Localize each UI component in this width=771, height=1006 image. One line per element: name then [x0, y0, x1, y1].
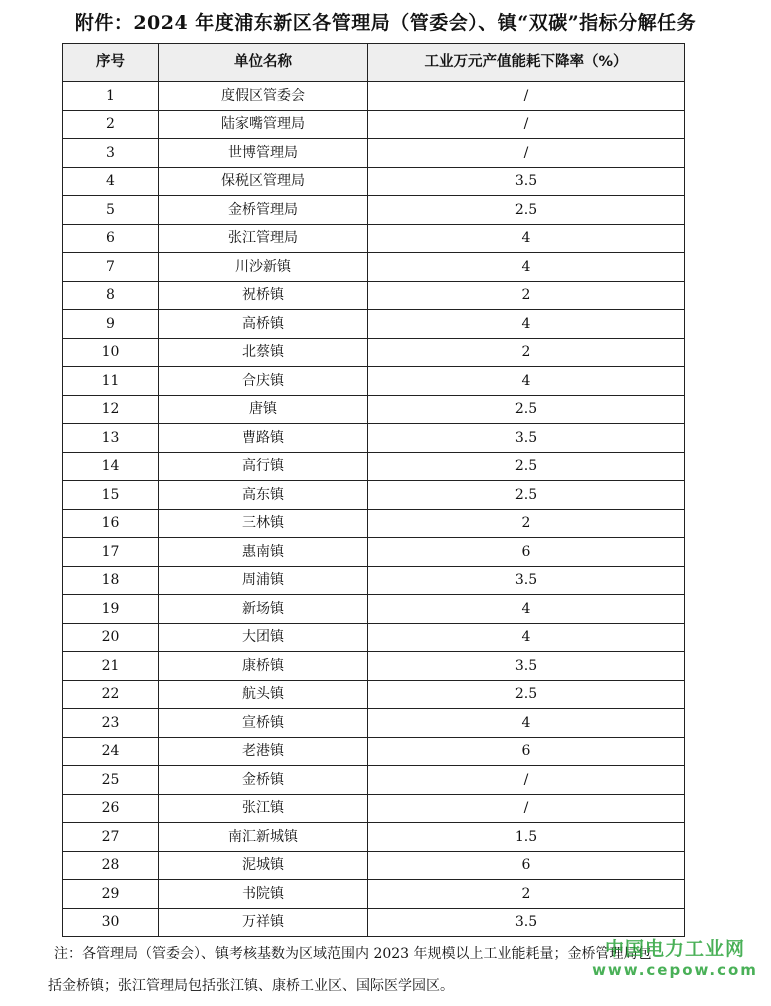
table-row	[63, 737, 685, 766]
cell-unit-name: 金桥镇	[159, 766, 368, 795]
table-row	[63, 82, 685, 111]
cell-unit-name: 保税区管理局	[159, 167, 368, 196]
cell-index: 23	[63, 709, 159, 738]
cell-index: 11	[63, 367, 159, 396]
cell-reduction-rate: 6	[368, 538, 685, 567]
cell-index: 25	[63, 766, 159, 795]
cell-index: 6	[63, 224, 159, 253]
cell-unit-name: 合庆镇	[159, 367, 368, 396]
cell-reduction-rate: 2.5	[368, 395, 685, 424]
cell-index: 19	[63, 595, 159, 624]
watermark-site-url: www.cepow.com	[592, 961, 758, 979]
cell-reduction-rate: 2	[368, 509, 685, 538]
cell-unit-name: 大团镇	[159, 623, 368, 652]
cell-reduction-rate: 4	[368, 224, 685, 253]
indicator-table	[62, 43, 685, 937]
cell-reduction-rate: 2	[368, 338, 685, 367]
footnote-line-1: 注：各管理局（管委会）、镇考核基数为区域范围内 2023 年规模以上工业能耗量；金桥管理局包	[54, 946, 652, 962]
cell-unit-name: 周浦镇	[159, 566, 368, 595]
cell-unit-name: 祝桥镇	[159, 281, 368, 310]
cell-unit-name: 唐镇	[159, 395, 368, 424]
cell-index: 5	[63, 196, 159, 225]
cell-reduction-rate: 2	[368, 281, 685, 310]
cell-index: 28	[63, 851, 159, 880]
cell-reduction-rate: 2	[368, 880, 685, 909]
table-row	[63, 680, 685, 709]
cell-unit-name: 世博管理局	[159, 139, 368, 168]
table-row	[63, 794, 685, 823]
table-row	[63, 538, 685, 567]
cell-index: 14	[63, 452, 159, 481]
cell-reduction-rate: 3.5	[368, 652, 685, 681]
cell-unit-name: 万祥镇	[159, 908, 368, 937]
cell-unit-name: 航头镇	[159, 680, 368, 709]
cell-reduction-rate: 3.5	[368, 167, 685, 196]
table-row	[63, 196, 685, 225]
table-row	[63, 823, 685, 852]
cell-index: 30	[63, 908, 159, 937]
cell-unit-name: 书院镇	[159, 880, 368, 909]
cell-reduction-rate: 2.5	[368, 680, 685, 709]
cell-unit-name: 高桥镇	[159, 310, 368, 339]
table-row	[63, 709, 685, 738]
cell-reduction-rate: 3.5	[368, 908, 685, 937]
table-row	[63, 566, 685, 595]
cell-unit-name: 金桥管理局	[159, 196, 368, 225]
cell-reduction-rate: 4	[368, 595, 685, 624]
cell-reduction-rate: /	[368, 110, 685, 139]
cell-unit-name: 三林镇	[159, 509, 368, 538]
cell-reduction-rate: 2.5	[368, 452, 685, 481]
cell-unit-name: 川沙新镇	[159, 253, 368, 282]
cell-unit-name: 康桥镇	[159, 652, 368, 681]
cell-index: 2	[63, 110, 159, 139]
table-header	[63, 44, 685, 82]
cell-unit-name: 惠南镇	[159, 538, 368, 567]
table-row	[63, 367, 685, 396]
cell-index: 1	[63, 82, 159, 111]
column-header-energy-reduction-rate: 工业万元产值能耗下降率（%）	[368, 44, 685, 82]
cell-index: 12	[63, 395, 159, 424]
cell-reduction-rate: 4	[368, 709, 685, 738]
cell-index: 18	[63, 566, 159, 595]
cell-index: 9	[63, 310, 159, 339]
cell-unit-name: 新场镇	[159, 595, 368, 624]
cell-reduction-rate: /	[368, 766, 685, 795]
cell-index: 4	[63, 167, 159, 196]
cell-unit-name: 陆家嘴管理局	[159, 110, 368, 139]
cell-unit-name: 宣桥镇	[159, 709, 368, 738]
table-row	[63, 110, 685, 139]
table-row	[63, 509, 685, 538]
table-row	[63, 481, 685, 510]
table-row	[63, 652, 685, 681]
cell-unit-name: 老港镇	[159, 737, 368, 766]
cell-unit-name: 高东镇	[159, 481, 368, 510]
table-row	[63, 452, 685, 481]
cell-index: 21	[63, 652, 159, 681]
table-row	[63, 224, 685, 253]
cell-index: 24	[63, 737, 159, 766]
cell-reduction-rate: 4	[368, 623, 685, 652]
cell-index: 20	[63, 623, 159, 652]
cell-reduction-rate: 4	[368, 253, 685, 282]
table-row	[63, 139, 685, 168]
cell-reduction-rate: 2.5	[368, 196, 685, 225]
cell-unit-name: 度假区管委会	[159, 82, 368, 111]
cell-reduction-rate: /	[368, 794, 685, 823]
cell-index: 8	[63, 281, 159, 310]
cell-reduction-rate: /	[368, 139, 685, 168]
table-row	[63, 623, 685, 652]
cell-index: 29	[63, 880, 159, 909]
cell-unit-name: 张江管理局	[159, 224, 368, 253]
cell-reduction-rate: /	[368, 82, 685, 111]
cell-index: 13	[63, 424, 159, 453]
cell-index: 27	[63, 823, 159, 852]
cell-index: 10	[63, 338, 159, 367]
cell-index: 15	[63, 481, 159, 510]
table-header-row	[63, 44, 685, 82]
table-row	[63, 281, 685, 310]
cell-unit-name: 北蔡镇	[159, 338, 368, 367]
footnote-line-2: 括金桥镇；张江管理局包括张江镇、康桥工业区、国际医学园区。	[48, 978, 454, 994]
cell-unit-name: 张江镇	[159, 794, 368, 823]
cell-unit-name: 高行镇	[159, 452, 368, 481]
cell-reduction-rate: 4	[368, 310, 685, 339]
cell-index: 17	[63, 538, 159, 567]
cell-index: 26	[63, 794, 159, 823]
watermark-site-name: 中国电力工业网	[604, 938, 745, 960]
table-body	[63, 82, 685, 937]
cell-reduction-rate: 4	[368, 367, 685, 396]
cell-reduction-rate: 2.5	[368, 481, 685, 510]
table-row	[63, 253, 685, 282]
table-row	[63, 766, 685, 795]
cell-index: 22	[63, 680, 159, 709]
table-row	[63, 880, 685, 909]
column-header-index: 序号	[63, 44, 159, 82]
footnote	[48, 938, 748, 1002]
cell-unit-name: 曹路镇	[159, 424, 368, 453]
cell-index: 7	[63, 253, 159, 282]
cell-reduction-rate: 1.5	[368, 823, 685, 852]
table-row	[63, 851, 685, 880]
cell-index: 3	[63, 139, 159, 168]
cell-index: 16	[63, 509, 159, 538]
cell-reduction-rate: 6	[368, 851, 685, 880]
table-row	[63, 395, 685, 424]
table-row	[63, 595, 685, 624]
cell-unit-name: 泥城镇	[159, 851, 368, 880]
column-header-unit-name: 单位名称	[159, 44, 368, 82]
page-title: 附件：2024 年度浦东新区各管理局（管委会）、镇“双碳”指标分解任务	[74, 12, 697, 34]
table-row	[63, 908, 685, 937]
table-row	[63, 424, 685, 453]
table-row	[63, 167, 685, 196]
cell-reduction-rate: 3.5	[368, 566, 685, 595]
table-row	[63, 310, 685, 339]
table-row	[63, 338, 685, 367]
cell-reduction-rate: 3.5	[368, 424, 685, 453]
cell-reduction-rate: 6	[368, 737, 685, 766]
cell-unit-name: 南汇新城镇	[159, 823, 368, 852]
